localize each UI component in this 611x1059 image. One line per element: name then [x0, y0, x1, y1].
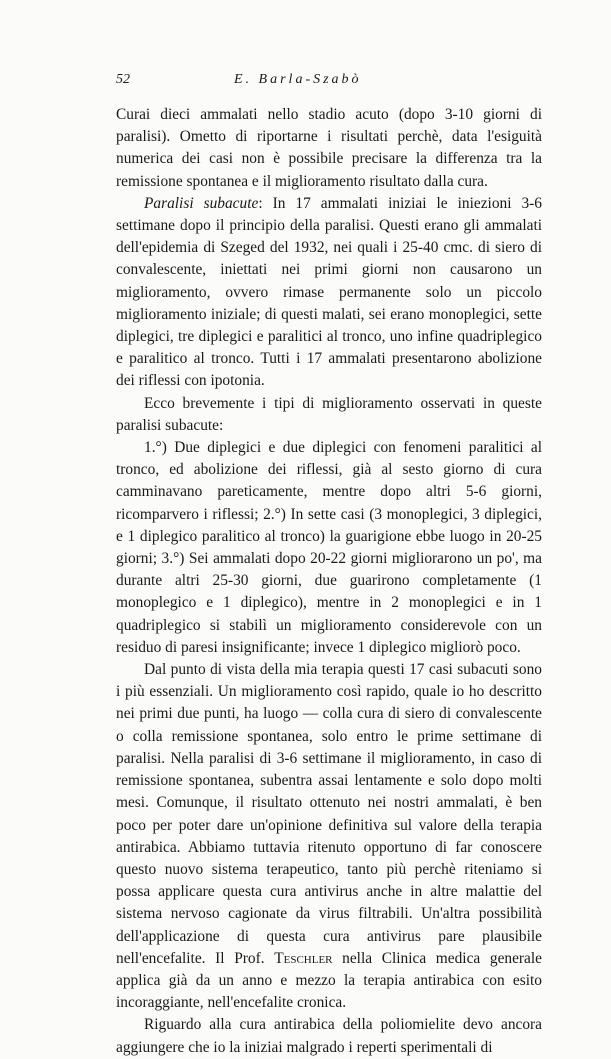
running-title: E. Barla-Szabò	[234, 72, 362, 87]
page-number: 52	[116, 72, 130, 87]
paragraph-4: 1.°) Due diplegici e due diplegici con fenomeni paralitici al tronco, ed abolizione dei riflessi, già al sesto giorno di cura camminavano pareticamente, mentre dopo altri 5-6 giorni, ricomparvero i riflessi; 2.°) In sette casi (3 monoplegici, 3 diplegici, e 1 diplegico paralitico al tronco) la guarigione ebbe luogo in 20-25 giorni; 3.°) Sei ammalati dopo 20-22 giorni migliorarono un po', ma durante altri 25-30 giorni, due guarirono completamente (1 monoplegico e 1 diplegico), mentre in 2 monoplegici e in 1 quadriplegico si stabilì un miglioramento considerevole con un residuo di paresi insignificante; invece 1 diplegico migliorò poco.	[116, 439, 542, 656]
paragraph-5	[116, 659, 542, 1014]
paragraph-5-text-b: nella Clinica medica generale applica già da un anno e mezzo la terapia antirabica con esito incoraggiante, nell'encefalite cronica.	[116, 949, 542, 1012]
paragraph-6: Riguardo alla cura antirabica della poliomielite devo ancora aggiungere che io la iniziai malgrado i reperti sperimentali di	[116, 1016, 542, 1056]
section-label-paralisi-subacute: Paralisi subacute	[144, 194, 259, 212]
paragraph-2-text: : In 17 ammalati iniziai le iniezioni 3-6 settimane dopo il principio della paralisi. Questi erano gli ammalati dell'epidemia di Szeged del 1932, nei quali i 25-40 cmc. di siero di convalescente, iniettati nei primi giorni non causarono un miglioramento, ovvero rimase permanente solo un piccolo miglioramento iniziale; di questi malati, sei erano monoplegici, sette diplegici, tre diplegici e paralitici al tronco, uno infine quadriplegico e paralitico al tronco. Tutti i 17 ammalati presentarono abolizione dei riflessi con ipotonia.	[116, 194, 543, 390]
author-name-teschler: Teschler	[274, 949, 333, 967]
paragraph-1: Curai dieci ammalati nello stadio acuto (dopo 3-10 giorni di paralisi). Ometto di riportarne i risultati perchè, data l'esiguità numerica dei casi non è possibile precisare la differenza tra la remissione spontanea e il miglioramento risultato dalla cura.	[116, 106, 542, 190]
paragraph-2	[116, 193, 542, 393]
paragraph-5-text-a: Dal punto di vista della mia terapia questi 17 casi subacuti sono i più essenziali. Un miglioramento così rapido, quale io ho descritto nei primi due punti, ha luogo — colla cura di siero di convalescente o colla remissione spontanea, solo entro le prime settimane di paralisi. Nella paralisi di 3-6 settimane il miglioramento, in caso di remissione spontanea, subentra assai lentamente e solo dopo molti mesi. Comunque, il risultato ottenuto nei nostri ammalati, è ben poco per poter dare un'opinione definitiva sul valore della terapia antirabica. Abbiamo tuttavia ritenuto opportuno di far conoscere questo nuovo sistema terapeutico, tanto più perchè riteniamo si possa applicare questa cura antivirus anche in altre malattie del sistema nervoso cagionate da virus filtrabili. Un'altra possibilità dell'applicazione di questa cura antivirus pare plausibile nell'encefalite. Il Prof.	[116, 661, 542, 967]
body-text	[116, 104, 542, 1059]
paragraph-3: Ecco brevemente i tipi di miglioramento osservati in queste paralisi subacute:	[116, 394, 542, 434]
